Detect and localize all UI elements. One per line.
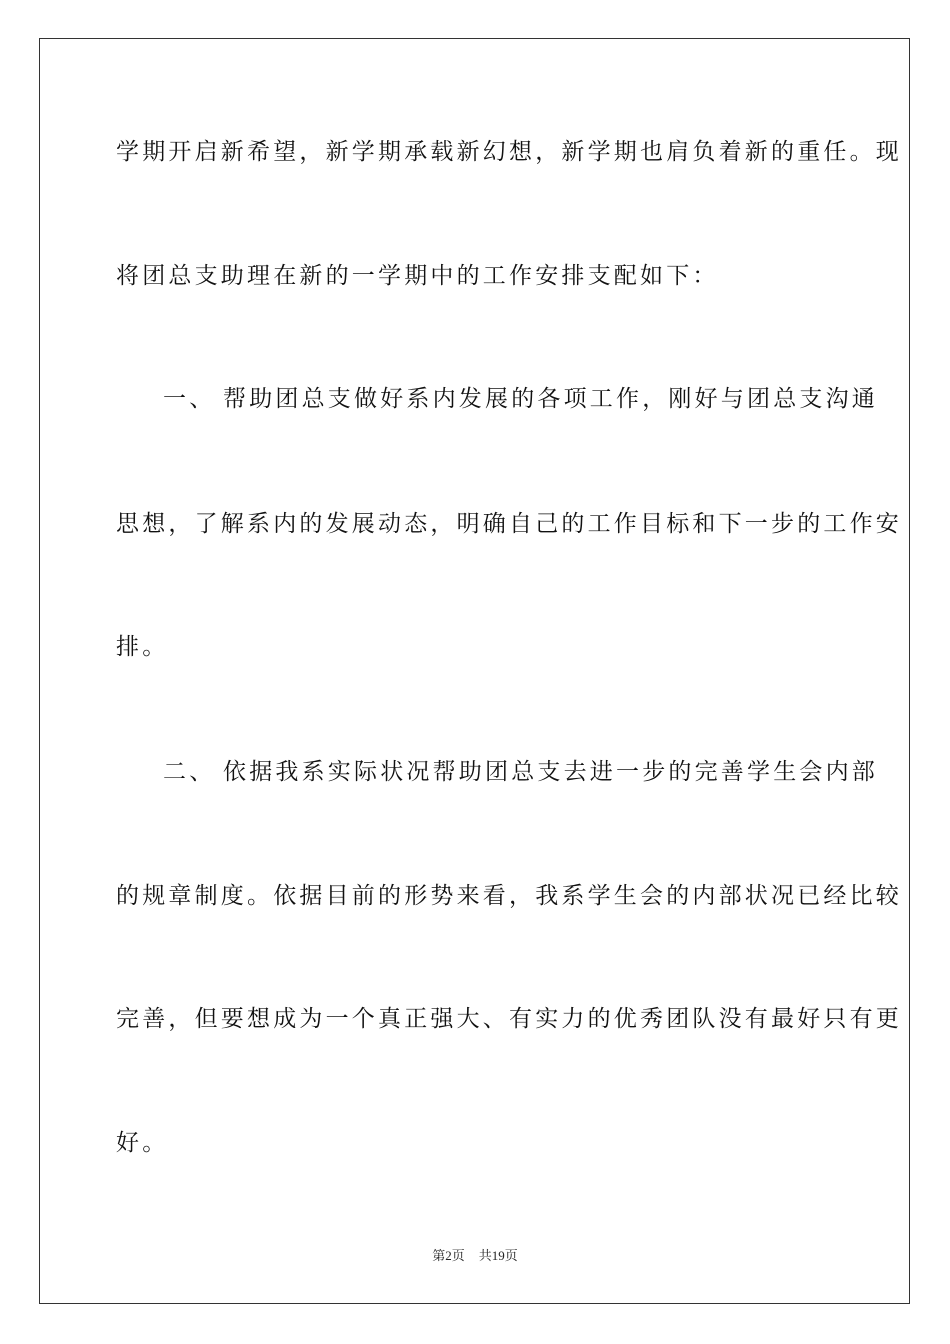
list-item-2-text: 依据我系实际状况帮助团总支去进一步的完善学生会内部 [223, 759, 878, 785]
list-item-1-text: 帮助团总支做好系内发展的各项工作，刚好与团总支沟通 [223, 386, 878, 412]
page-frame [39, 38, 910, 1304]
body-line-2: 将团总支助理在新的一学期中的工作安排支配如下： [116, 263, 719, 289]
page-number: 第2页 [432, 1248, 465, 1263]
body-line-7: 好。 [116, 1130, 169, 1156]
body-line-4: 排。 [116, 634, 169, 660]
body-line-5: 的规章制度。依据目前的形势来看，我系学生会的内部状况已经比较 [116, 883, 902, 909]
body-line-6: 完善，但要想成为一个真正强大、有实力的优秀团队没有最好只有更 [116, 1006, 902, 1032]
body-line-1: 学期开启新希望，新学期承载新幻想，新学期也肩负着新的重任。现 [116, 139, 902, 165]
page-footer [0, 1247, 950, 1265]
list-item-2-marker: 二、 [163, 759, 216, 785]
list-item-1 [163, 384, 883, 414]
page-total: 共19页 [478, 1248, 518, 1263]
list-item-1-marker: 一、 [163, 386, 216, 412]
body-line-3: 思想，了解系内的发展动态，明确自己的工作目标和下一步的工作安 [116, 511, 902, 537]
list-item-2 [163, 757, 883, 787]
